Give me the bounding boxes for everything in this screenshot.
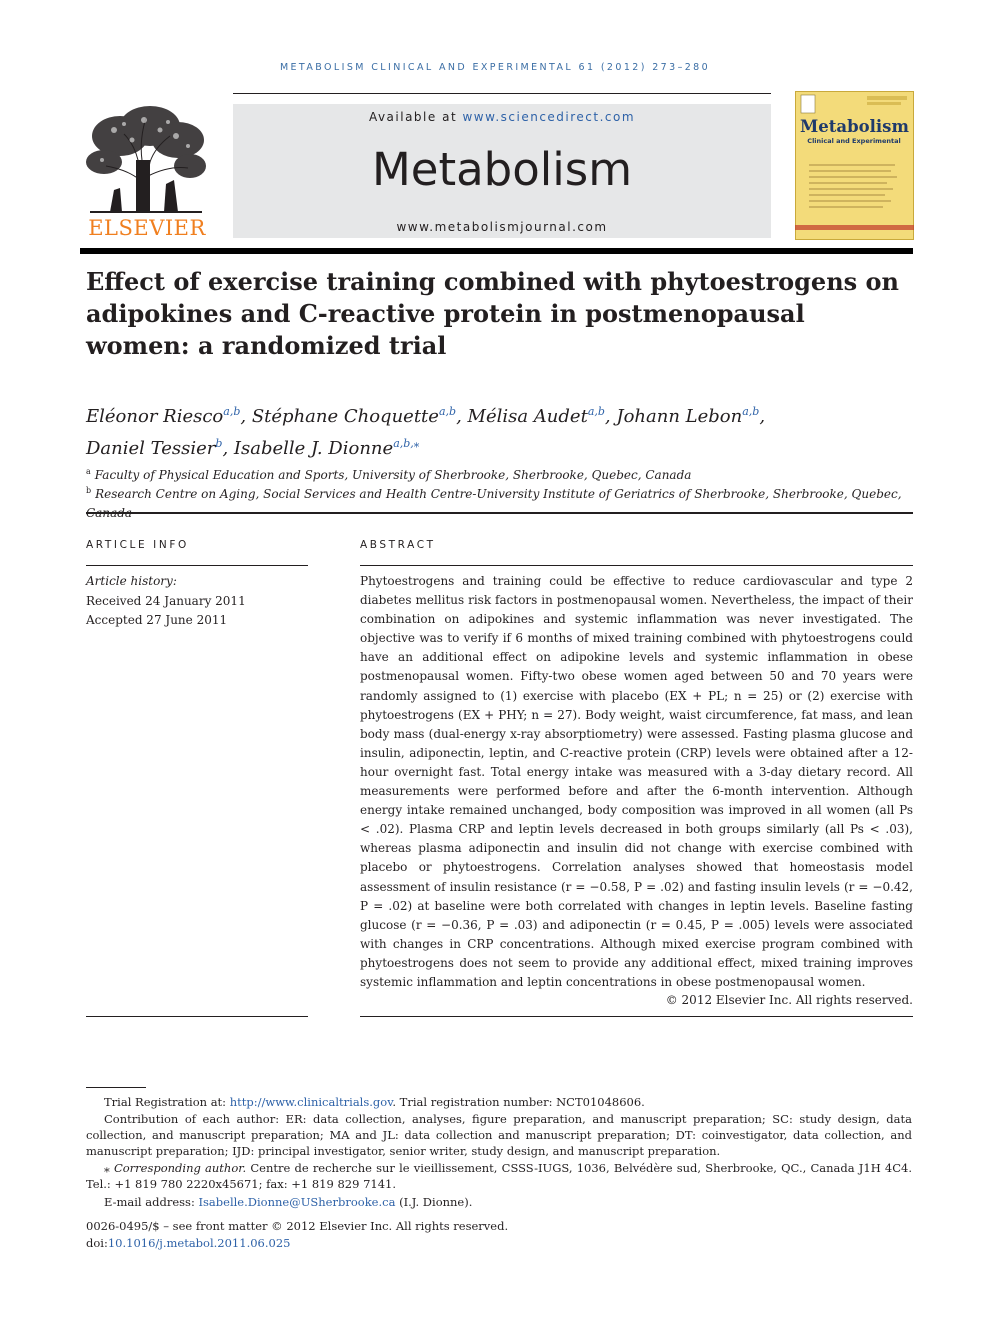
footnote-rule (86, 1087, 146, 1088)
front-matter: 0026-0495/$ – see front matter © 2012 Elsevier Inc. All rights reserved. (86, 1219, 509, 1233)
author-name: Eléonor Riesco (86, 406, 224, 427)
received-date: Received 24 January 2011 (86, 594, 246, 608)
affiliation-text: Research Centre on Aging, Social Services and Health Centre-University Institute of Geriatrics of Sherbrooke, Sherbrooke, Quebec, (95, 487, 902, 501)
trial-prefix: Trial Registration at: (104, 1095, 230, 1109)
article-title: Effect of exercise training combined with phytoestrogens on adipokines and C-reactive protein in postmenopausal women: a randomized trial (86, 267, 899, 360)
trial-registration (86, 1094, 912, 1110)
abstract-rule (360, 565, 913, 566)
author-affil-mark[interactable]: a,b,⁎ (393, 437, 420, 450)
doi-line (86, 1235, 912, 1251)
cover-subtitle: Clinical and Experimental (807, 137, 901, 145)
running-head: METABOLISM CLINICAL AND EXPERIMENTAL 61 (2012) 273–280 (279, 62, 711, 73)
corresponding-mark: ⁎ (104, 1161, 110, 1175)
author-separator: , (222, 438, 234, 459)
author-affil-mark[interactable]: a,b (223, 405, 241, 418)
history-label: Article history: (86, 574, 177, 588)
author-name: Mélisa Audet (467, 406, 588, 427)
affiliation-mark: a (86, 467, 91, 476)
author-affil-mark[interactable]: a,b (587, 405, 605, 418)
abstract-heading: ABSTRACT (360, 539, 436, 551)
author-name: Isabelle J. Dionne (233, 438, 394, 459)
author-list (86, 398, 916, 462)
author-name: Stéphane Choquette (251, 406, 439, 427)
author-contributions: Contribution of each author: ER: data collection, analyses, figure preparation, and manuscript preparation; SC: study design, data collection, and manuscript preparation; MA and JL: data collection and manuscript preparation; DT: coinvestigator, data collection, and manuscript preparation; IJD: principal investigator, senior writer, study design, and manuscript preparation. (86, 1112, 912, 1158)
abstract-bottom-rule (360, 1016, 913, 1017)
author-name: Johann Lebon (616, 406, 743, 427)
trial-suffix: . Trial registration number: NCT01048606. (392, 1095, 645, 1109)
clinicaltrials-link[interactable]: http://www.clinicaltrials.gov (229, 1095, 393, 1109)
affiliation-text: Faculty of Physical Education and Sports, University of Sherbrooke, Sherbrooke, Quebec, Canada (94, 468, 692, 482)
doi-prefix: doi: (86, 1236, 108, 1250)
sciencedirect-link[interactable]: www.sciencedirect.com (462, 110, 636, 124)
email-link[interactable]: Isabelle.Dionne@USherbrooke.ca (198, 1195, 396, 1209)
corresponding-address: Centre de recherche sur le vieillissement, CSSS-IUGS, 1036, Belvédère sud, Sherbrooke, QC., Canada J1H 4C4. Tel.: +1 819 780 2220x45671; fax: +1 819 829 7141. (86, 1161, 912, 1191)
email-line (86, 1194, 912, 1210)
author-separator: , (759, 406, 766, 427)
author-affil-mark[interactable]: a,b (742, 405, 760, 418)
email-prefix: E-mail address: (104, 1195, 199, 1209)
author-affil-mark[interactable]: b (215, 437, 223, 450)
article-info-rule (86, 565, 308, 566)
cover-title: Metabolism (800, 117, 909, 136)
accepted-date: Accepted 27 June 2011 (86, 613, 228, 627)
abstract-copyright: © 2012 Elsevier Inc. All rights reserved. (665, 993, 913, 1007)
author-separator: , (604, 406, 617, 427)
affiliation-mark: b (86, 486, 92, 495)
affiliation-b (86, 481, 916, 523)
article-info-bottom-rule (86, 1016, 308, 1017)
author-affil-mark[interactable]: a,b (438, 405, 457, 418)
email-suffix: (I.J. Dionne). (395, 1195, 473, 1209)
journal-name: Metabolism (371, 143, 633, 196)
article-info-heading: ARTICLE INFO (86, 539, 189, 551)
corresponding-label: Corresponding author. (113, 1161, 247, 1175)
author-separator: , (240, 406, 252, 427)
corresponding-author (86, 1160, 912, 1192)
author-name: Daniel Tessier (86, 438, 216, 459)
available-prefix: Available at (368, 110, 458, 124)
available-at (233, 110, 771, 124)
header-rule (80, 248, 913, 254)
doi-link[interactable]: 10.1016/j.metabol.2011.06.025 (107, 1236, 291, 1250)
header-top-rule (233, 93, 771, 94)
journal-cover-art (795, 91, 914, 240)
journal-url[interactable]: www.metabolismjournal.com (396, 220, 608, 234)
abstract-text: Phytoestrogens and training could be effective to reduce cardiovascular and type 2 diabetes mellitus risk factors in postmenopausal women. Nevertheless, the impact of their combination on adipokines and systemic inflammation was never investigated. The objective was to verify if 6 months of mixed training combined with phytoestrogens could have an additional effect on adipokine levels and systemic inflammation in obese postmenopausal women. Fifty-two obese women aged between 50 and 70 years were randomly assigned to (1) exercise with placebo (EX + PL; n = 25) or (2) exercise with phytoestrogens (EX + PHY; n = 27). Body weight, waist circumference, fat mass, and lean body mass (dual-energy x-ray absorptiometry) were assessed. Fasting plasma glucose and insulin, adiponectin, leptin, and C-reactive protein (CRP) levels were obtained after a 12-hour overnight fast. Total energy intake was measured with a 3-day dietary record. All measurements were performed before and after the 6-month intervention. Although energy intake remained unchanged, body composition was improved in all women (all Ps < .02). Plasma CRP and leptin levels decreased in both groups similarly (all Ps < .03), whereas plasma adiponectin and insulin did not change with exercise combined with placebo or phytoestrogens. Correlation analyses showed that homeostasis model assessment of insulin resistance (r = −0.58, P = .02) and fasting insulin levels (r = −0.42, P = .02) at baseline were both correlated with changes in leptin levels. Baseline fasting glucose (r = −0.36, P = .03) and adiponectin (r = 0.45, P = .005) levels were associated with changes in CRP concentrations. Although mixed exercise program combined with phytoestrogens does not seem to provide any additional effect, mixed training improves systemic inflammation and leptin concentrations in obese postmenopausal women. (360, 574, 913, 989)
publisher-name: ELSEVIER (88, 216, 206, 240)
section-rule (86, 512, 913, 514)
author-separator: , (456, 406, 468, 427)
